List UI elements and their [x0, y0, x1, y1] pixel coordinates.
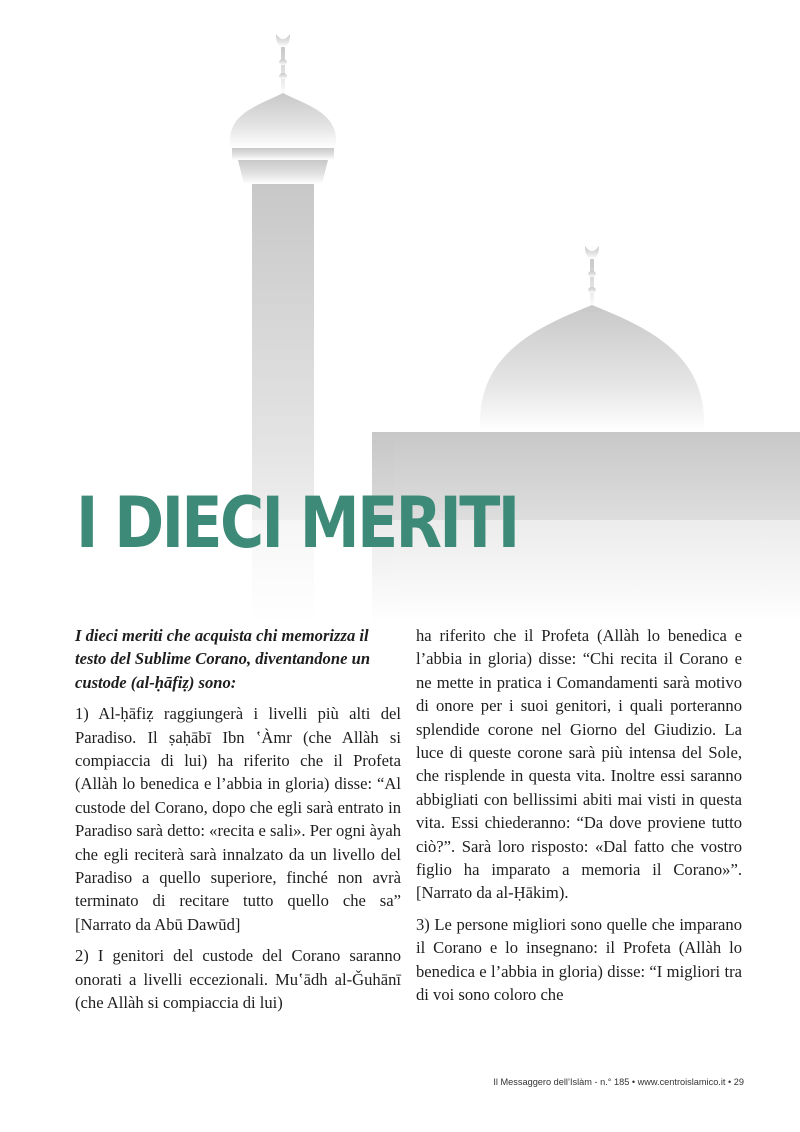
page-footer: Il Messaggero dell’Islàm - n.° 185 • www.centroislamico.it • 29: [493, 1077, 744, 1087]
article-intro: I dieci meriti che acquista chi memorizza il testo del Sublime Corano, diventandone un custode (al-ḥāfiẓ) sono:: [75, 626, 371, 692]
article-paragraph: 1) Al-ḥāfiẓ raggiungerà i livelli più alti del Paradiso. Il ṣaḥābī Ibn ʽÀmr (che Allàh si compiaccia di lui) ha riferito che il Profeta (Allàh lo benedica e l’abbia in gloria) disse: “Al custode del Corano, dopo che egli sarà entrato in Paradiso sarà detto: «recita e sali». Per ogni àyah che egli reciterà sarà innalzato da un livello del Paradiso a quello superiore, finché non avrà terminato di recitare tutto quello che sa” [Narrato da Abū Dawūd]: [75, 704, 401, 934]
article-paragraph: 2) I genitori del custode del Corano saranno onorati a livelli eccezionali. Muʽādh al-Ǧuhānī (che Allàh si compiaccia di lui): [75, 946, 401, 1013]
article-column-left: [75, 624, 401, 1023]
article-paragraph: 3) Le persone migliori sono quelle che imparano il Corano e lo insegnano: il Profeta (Allàh lo benedica e l’abbia in gloria) disse: “I migliori tra di voi sono coloro che: [416, 914, 742, 1005]
article-title: I DIECI MERITI: [76, 482, 518, 564]
article-paragraph: ha riferito che il Profeta (Allàh lo benedica e l’abbia in gloria) disse: “Chi recita il Corano e ne mette in pratica i Comandamenti sarà motivo di onore per i suoi genitori, i quali porteranno splendide corone nel Giorno del Giudizio. La luce di queste corone sarà più intensa del Sole, che risplende in questa vita. Inoltre essi saranno abbigliati con bellissimi abiti mai visti in questa vita. Essi chiederanno: “Da dove proviene tutto ciò?”. Sarà loro risposto: «Dal fatto che vostro figlio ha imparato a memoria il Corano»”. [Narrato da al-Ḥākim).: [416, 626, 742, 903]
article-column-right: [416, 624, 742, 1015]
